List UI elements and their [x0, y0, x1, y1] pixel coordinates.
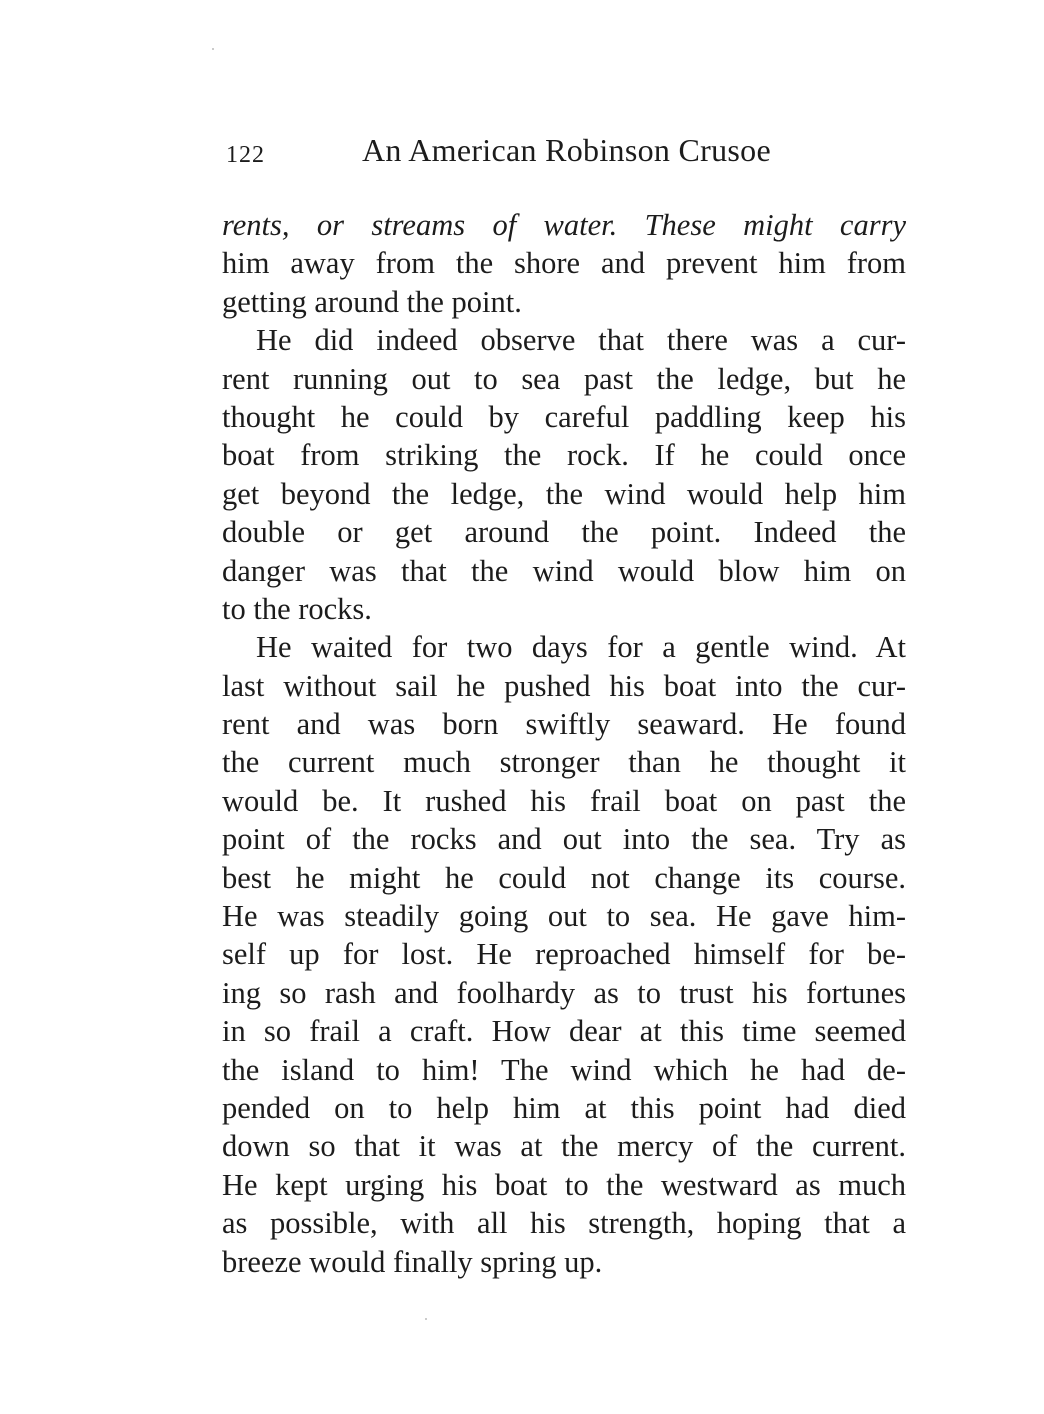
text-line: getting around the point.: [222, 284, 522, 319]
text-line: He was steadily going out to sea. He gave him-: [222, 899, 906, 934]
running-title: An American Robinson Crusoe: [362, 132, 771, 168]
text-line: He did indeed observe that there was a cur-: [256, 323, 906, 358]
scan-speck: [425, 1318, 427, 1320]
text-line: down so that it was at the mercy of the current.: [222, 1129, 906, 1164]
text-line: in so frail a craft. How dear at this time seemed: [222, 1014, 906, 1049]
text-line: He waited for two days for a gentle wind. At: [256, 630, 906, 665]
text-line: ing so rash and foolhardy as to trust his fortunes: [222, 975, 906, 1010]
text-line: the island to him! The wind which he had de-: [222, 1052, 906, 1087]
text-line: double or get around the point. Indeed the: [222, 515, 906, 550]
running-head: [226, 132, 906, 176]
text-line: to the rocks.: [222, 591, 372, 626]
text-line: get beyond the ledge, the wind would help him: [222, 476, 906, 511]
text-line: the current much stronger than he thought it: [222, 745, 906, 780]
text-line: would be. It rushed his frail boat on past the: [222, 783, 906, 818]
text-line: as possible, with all his strength, hoping that a: [222, 1206, 906, 1241]
text-line: pended on to help him at this point had died: [222, 1090, 906, 1125]
text-line: last without sail he pushed his boat into the cur-: [222, 668, 906, 703]
scan-speck: [212, 48, 214, 50]
text-line: boat from striking the rock. If he could once: [222, 438, 906, 473]
body-text: [222, 206, 906, 1281]
text-line: rent running out to sea past the ledge, but he: [222, 361, 906, 396]
page-number: 122: [226, 142, 265, 168]
text-line: best he might he could not change its course.: [222, 860, 906, 895]
text-line: point of the rocks and out into the sea. Try as: [222, 822, 906, 857]
text-line: breeze would finally spring up.: [222, 1244, 603, 1279]
text-line: self up for lost. He reproached himself for be-: [222, 937, 906, 972]
text-line: danger was that the wind would blow him on: [222, 553, 906, 588]
text-line: rents, or streams of water. These might carry: [222, 208, 906, 242]
text-line: him away from the shore and prevent him from: [222, 246, 906, 281]
text-line: rent and was born swiftly seaward. He found: [222, 707, 906, 742]
text-line: thought he could by careful paddling keep his: [222, 399, 906, 434]
text-line: He kept urging his boat to the westward as much: [222, 1167, 906, 1202]
